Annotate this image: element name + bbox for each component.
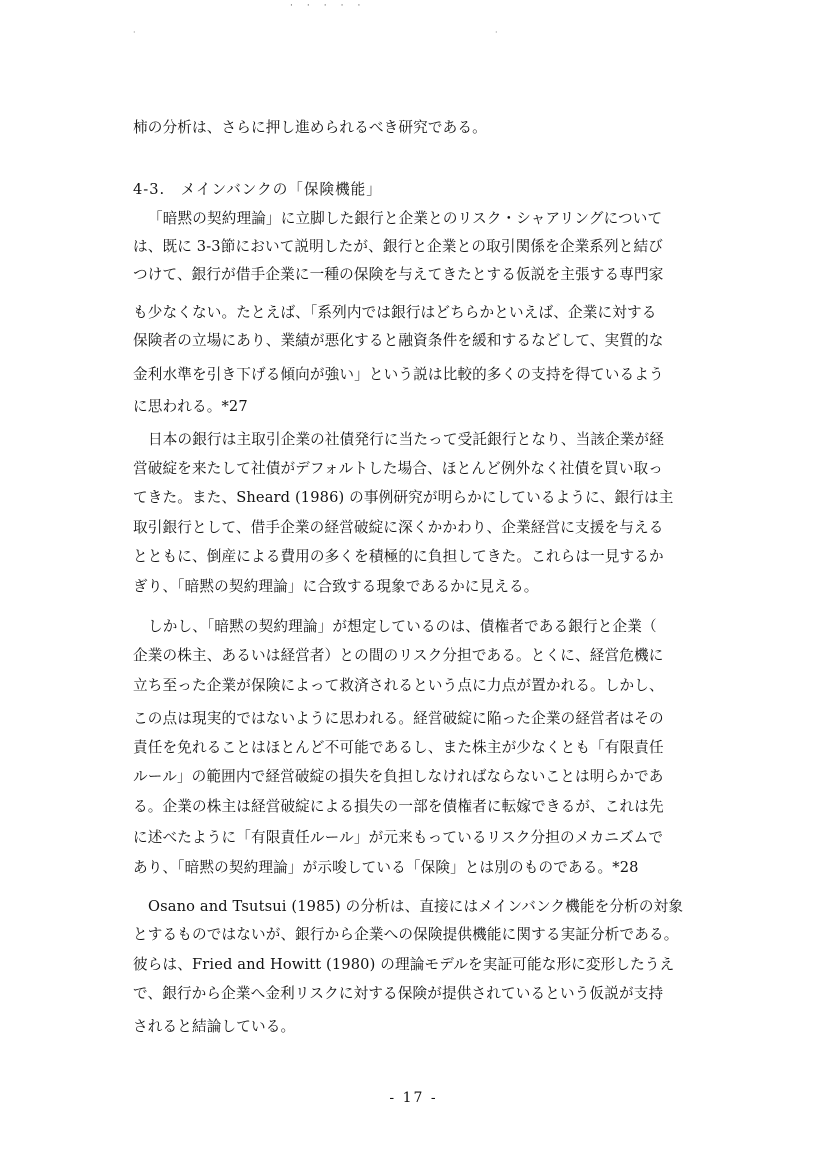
paragraph-line: この点は現実的ではないように思われる。経営破綻に陥った企業の経営者はその [133,710,664,727]
scan-artifact-mark: · [133,28,136,37]
paragraph-line: とするものではないが、銀行から企業への保険提供機能に関する実証分析である。 [133,926,679,943]
paragraph-line: 日本の銀行は主取引企業の社債発行に当たって受託銀行となり、当該企業が経 [148,431,665,448]
paragraph-line: 責任を免れることはほとんど不可能であるし、また株主が少なくとも「有限責任 [133,739,664,756]
paragraph-line: 金利水準を引き下げる傾向が強い」という説は比較的多くの支持を得ているよう [133,366,664,383]
scan-artifact-dots: ····· [290,1,375,11]
paragraph-line: 保険者の立場にあり、業績が悪化すると融資条件を緩和するなどして、実質的な [133,332,664,349]
paragraph-line: に思われる。*27 [133,398,248,415]
section-heading: 4-3. メインバンクの「保険機能」 [133,181,382,198]
page-number: - 17 - [389,1090,438,1106]
paragraph-line: てきた。また、Sheard (1986) の事例研究が明らかにしているように、銀行は主 [133,489,674,506]
paragraph-line: 営破綻を来たして社債がデフォルトした場合、ほとんど例外なく社債を買い取っ [133,460,664,477]
paragraph-line: る。企業の株主は経営破綻による損失の一部を債権者に転嫁できるが、これは先 [133,798,664,815]
paragraph-line: は、既に 3-3節において説明したが、銀行と企業との取引関係を企業系列と結び [133,238,664,255]
paragraph-line: ぎり、「暗黙の契約理論」に合致する現象であるかに見える。 [133,578,539,595]
paragraph-line: 取引銀行として、借手企業の経営破綻に深くかかわり、企業経営に支援を与える [133,519,664,536]
paragraph-line: に述べたように「有限責任ルール」が元来もっているリスク分担のメカニズムで [133,829,664,846]
paragraph-line: 立ち至った企業が保険によって救済されるという点に力点が置かれる。しかし、 [133,677,664,694]
paragraph-line: しかし、「暗黙の契約理論」が想定しているのは、債権者である銀行と企業（ [148,618,657,635]
paragraph-line: Osano and Tsutsui (1985) の分析は、直接にはメインバンク機能を分析の対象 [148,898,684,915]
paragraph-line: とともに、倒産による費用の多くを積極的に負担してきた。これらは一見するか [133,548,664,565]
paragraph-line: で、銀行から企業へ金利リスクに対する保険が提供されているという仮説が支持 [133,985,664,1002]
paragraph-line: あり、「暗黙の契約理論」が示唆している「保険」とは別のものである。*28 [133,859,639,876]
paragraph-line: 彼らは、Fried and Howitt (1980) の理論モデルを実証可能な形に変形したうえ [133,956,675,973]
continuation-line: 柿の分析は、さらに押し進められるべき研究である。 [133,119,487,136]
paragraph-line: されると結論している。 [133,1018,296,1035]
paragraph-line: 企業の株主、あるいは経営者）との間のリスク分担である。とくに、経営危機に [133,647,664,664]
paragraph-line: つけて、銀行が借手企業に一種の保険を与えてきたとする仮説を主張する専門家 [133,266,664,283]
paragraph-line: 「暗黙の契約理論」に立脚した銀行と企業とのリスク・シャアリングについて [148,210,663,227]
scan-artifact-mark: · [495,28,498,37]
paragraph-line: も少なくない。たとえば、「系列内では銀行はどちらかといえば、企業に対する [133,304,657,321]
paragraph-line: ルール」の範囲内で経営破綻の損失を負担しなければならないことは明らかであ [133,768,664,785]
